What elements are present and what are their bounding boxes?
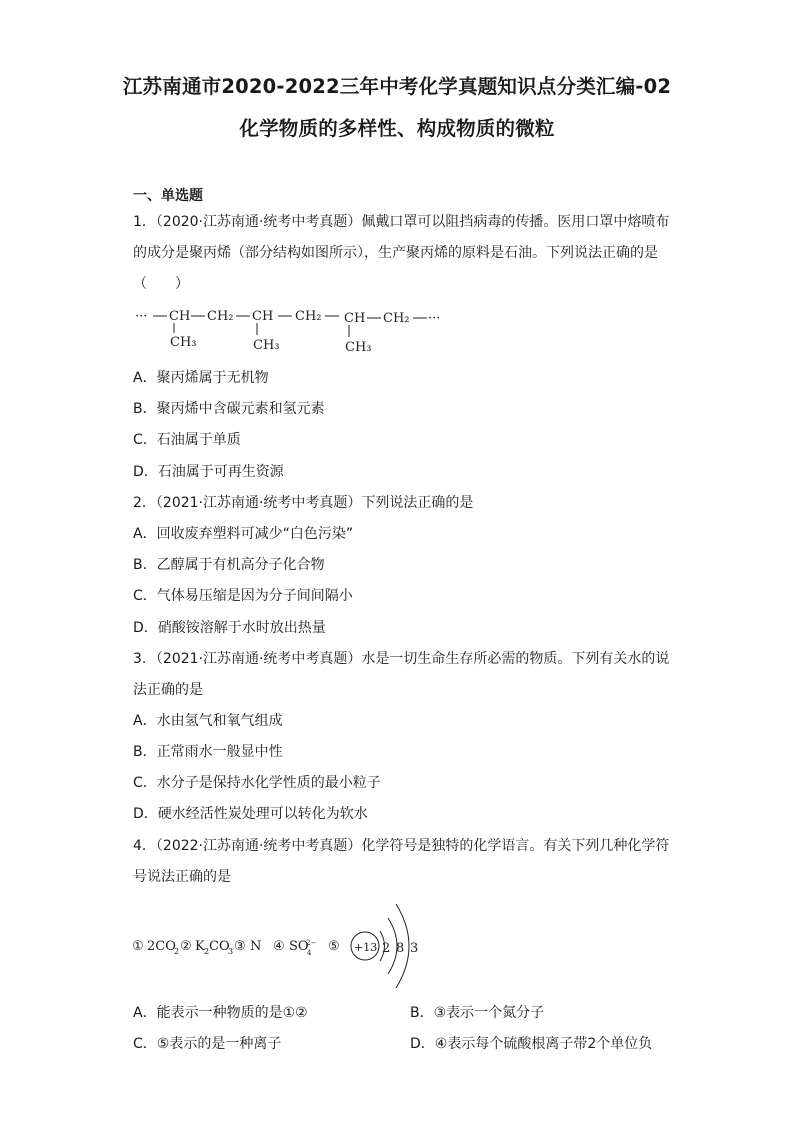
symbol-num-1: ① <box>132 939 144 954</box>
symbol-co: CO <box>209 939 230 954</box>
symbol-so-sup: 2− <box>306 939 317 947</box>
q4-chemical-symbols <box>130 896 430 996</box>
electron-count-3: 3 <box>410 941 419 956</box>
symbol-num-3: ③ <box>234 939 246 954</box>
q2-option-c: C．气体易压缩是因为分子间间隔小 <box>133 588 353 604</box>
q2-option-a: A．回收废弃塑料可减少“白色污染” <box>133 526 354 542</box>
symbol-so-sub: 4 <box>307 949 312 957</box>
q1-polypropylene-structure <box>133 300 453 364</box>
struct-ch-2: CH <box>252 309 274 324</box>
q4-option-c: C．⑤表示的是一种离子 <box>133 1036 282 1052</box>
symbol-n: N <box>250 939 262 954</box>
atom-nucleus-charge: +13 <box>354 941 378 954</box>
symbol-num-4: ④ <box>273 939 285 954</box>
symbol-num-2: ② <box>180 939 192 954</box>
q1-option-d: D．石油属于可再生资源 <box>133 464 284 480</box>
q3-option-d: D．硬水经活性炭处理可以转化为软水 <box>133 806 368 822</box>
symbol-num-5: ⑤ <box>328 939 340 954</box>
symbol-so: SO <box>289 939 309 954</box>
doc-title-line1: 江苏南通市2020-2022三年中考化学真题知识点分类汇编-02 <box>122 75 672 98</box>
struct-ch3-2: CH₃ <box>253 338 280 353</box>
electron-count-1: 2 <box>382 941 391 956</box>
doc-title-line2: 化学物质的多样性、构成物质的微粒 <box>239 117 555 140</box>
symbol-k: K <box>195 939 205 954</box>
struct-ch2-3: CH₂ <box>383 311 410 326</box>
symbol-k-sub: 2 <box>204 947 210 956</box>
electron-count-2: 8 <box>396 941 405 956</box>
q2-stem: 2．（2021·江苏南通·统考中考真题）下列说法正确的是 <box>133 495 474 511</box>
q3-stem-line1: 3．（2021·江苏南通·统考中考真题）水是一切生命生存所必需的物质。下列有关水的说 <box>133 651 670 667</box>
q4-option-b: B．③表示一个氮分子 <box>410 1005 545 1021</box>
q3-stem-line2: 法正确的是 <box>133 682 203 698</box>
q1-stem-line1: 1．（2020·江苏南通·统考中考真题）佩戴口罩可以阻挡病毒的传播。医用口罩中熔喷布 <box>133 214 670 230</box>
q2-option-b: B．乙醇属于有机高分子化合物 <box>133 557 325 573</box>
q3-option-b: B．正常雨水一般显中性 <box>133 744 283 760</box>
q3-option-a: A．水由氢气和氧气组成 <box>133 713 283 729</box>
struct-ch2-2: CH₂ <box>295 309 322 324</box>
q1-option-c: C．石油属于单质 <box>133 432 241 448</box>
q1-option-b: B．聚丙烯中含碳元素和氢元素 <box>133 401 325 417</box>
q3-option-c: C．水分子是保持水化学性质的最小粒子 <box>133 775 381 791</box>
q1-option-a: A．聚丙烯属于无机物 <box>133 370 269 386</box>
q4-option-a: A．能表示一种物质的是①② <box>133 1005 308 1021</box>
q4-stem-line1: 4．（2022·江苏南通·统考中考真题）化学符号是独特的化学语言。有关下列几种化学符 <box>133 838 670 854</box>
q1-stem-line2: 的成分是聚丙烯（部分结构如图所示），生产聚丙烯的原料是石油。下列说法正确的是 <box>133 245 658 261</box>
symbol-2co2: 2CO <box>147 939 176 954</box>
struct-ch3-3: CH₃ <box>345 340 372 355</box>
struct-dots-right: ··· <box>428 311 441 326</box>
struct-dots-left: ··· <box>135 309 148 324</box>
q2-option-d: D．硝酸铵溶解于水时放出热量 <box>133 620 326 636</box>
struct-ch-1: CH <box>169 309 191 324</box>
struct-ch2-1: CH₂ <box>207 309 234 324</box>
struct-ch3-1: CH₃ <box>170 335 197 350</box>
symbol-2co2-sub: 2 <box>174 947 180 956</box>
section-heading: 一、单选题 <box>133 188 203 204</box>
q4-stem-line2: 号说法正确的是 <box>133 869 231 885</box>
q1-stem-line3: （ ） <box>133 276 189 292</box>
q4-option-d: D．④表示每个硫酸根离子带2个单位负 <box>410 1036 653 1052</box>
struct-ch-3: CH <box>344 311 366 326</box>
symbol-co-sub: 3 <box>228 947 234 956</box>
